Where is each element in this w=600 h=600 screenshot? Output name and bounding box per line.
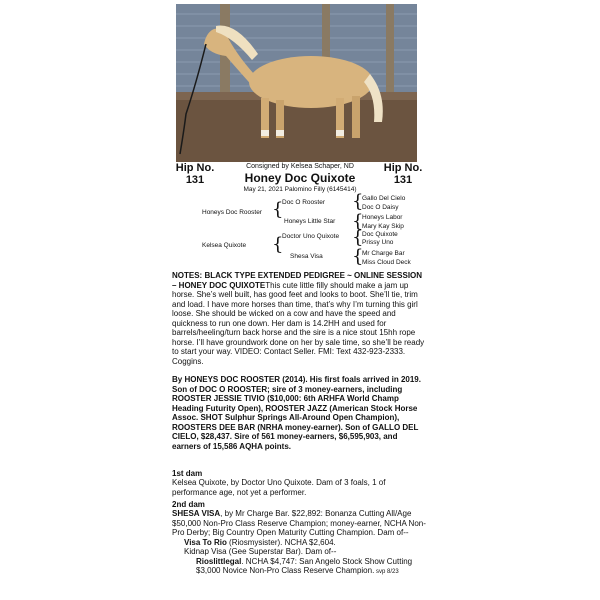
hip-value: 131 [185, 174, 205, 186]
produce-1-name: Visa To Rio [184, 537, 227, 547]
hip-label: Hip No. [383, 162, 423, 174]
second-dam-text: , by Mr Charge Bar. $22,892: Bonanza Cutting All/Age $50,000 Non-Pro Class Reserve Champion; money-earner, NCHA Non-Pro Derby; Big Country Open Maturity Cutting Champion. Dam of-- [172, 509, 426, 537]
produce-2: Kidnap Visa (Gee Superstar Bar). Dam of-- [184, 547, 337, 556]
horse-photo [176, 4, 417, 162]
notes-text: This cute little filly should make a jam up horse. She’s well built, has good feet and looks to boot. She’ll tie, trim and load. I have more horses than time, that’s why I’m turning this girl loose. She should be wicked on a cow and have the speed and quickness to run one down. Her dam is 14.2HH and used for barrels/heeling/turn back horse and the sire is a nice stout 15hh rope horse. I’ll have groundwork done on her by sale time, so she’ll be ready to start your way. VIDEO: Contact Seller. FMI: Text 432-923-2333. Coggins. [172, 280, 425, 366]
produce-1 [172, 538, 428, 548]
pedigree-sire-sire: Doc O Rooster [282, 199, 325, 206]
foaling-info: May 21, 2021 Palomino Filly (6145414) [243, 186, 357, 193]
second-dam-block [172, 509, 428, 578]
consigner-line: Consigned by Kelsea Schaper, ND [246, 163, 354, 170]
pedigree-sire: Honeys Doc Rooster [202, 209, 262, 216]
produce-3-text: . NCHA $4,747: San Angelo Stock Show Cutting $3,000 Novice Non-Pro Class Reserve Champion. [196, 556, 413, 575]
pedigree-dam-dam-dam: Miss Cloud Deck [362, 259, 411, 266]
pedigree-dam: Kelsea Quixote [202, 242, 247, 249]
pedigree-dam-sire-sire: Doc Quixote [362, 231, 398, 238]
pedigree-brace: { [352, 246, 364, 267]
hip-value: 131 [393, 174, 413, 186]
hip-label: Hip No. [175, 162, 215, 174]
pedigree-brace: { [352, 191, 364, 212]
pedigree-sire-dam-dam: Mary Kay Skip [362, 223, 404, 230]
second-dam-heading: 2nd dam [172, 500, 205, 509]
pedigree-sire-sire-dam: Doc O Daisy [362, 204, 399, 211]
pedigree-brace: { [352, 211, 364, 232]
produce-3-name: Rioslittlegal [196, 556, 242, 566]
horse-name: Honey Doc Quixote [244, 171, 356, 185]
notes-lead: NOTES: BLACK TYPE EXTENDED PEDIGREE ~ ONLINE SESSION – HONEY DOC QUIXOTE [172, 271, 423, 290]
pedigree-sire-dam: Honeys Little Star [284, 218, 336, 225]
pedigree-brace: { [272, 199, 284, 220]
first-dam-text: Kelsea Quixote, by Doctor Uno Quixote. Dam of 3 foals, 1 of performance age, not yet a performer. [172, 478, 386, 497]
pedigree-brace: { [352, 227, 364, 248]
second-dam-name: SHESA VISA [172, 509, 221, 518]
pedigree-sire-sire-sire: Gallo Del Cielo [362, 195, 406, 202]
notes-paragraph [172, 271, 428, 366]
pedigree-dam-dam-sire: Mr Charge Bar [362, 250, 405, 257]
sire-paragraph: By HONEYS DOC ROOSTER (2014). His first foals arrived in 2019. Son of DOC O ROOSTER; sire of 3 money-earners, including ROOSTER JESSIE TIVIO ($10,000: 6th ARHFA World Champ Heading Futurity Open), ROOSTER JAZZ (American Stock Horse Assoc. SHOT Sulphur Springs All-Around Open Champion), ROOSTERS DEE BAR (NRHA money-earner). Son of GALLO DEL CIELO, $28,437. Sire of 561 money-earners, $6,595,903, and earners of 15,586 AQHA points. [172, 375, 421, 451]
pedigree-dam-sire: Doctor Uno Quixote [282, 233, 340, 240]
pedigree-sire-dam-sire: Honeys Labor [362, 214, 403, 221]
produce-1-text: (Riosmysister). NCHA $2,604. [226, 537, 336, 547]
produce-3 [172, 557, 428, 578]
footer-code: svp 8/23 [374, 569, 399, 575]
pedigree-dam-dam: Shesa Visa [290, 253, 323, 260]
pedigree-dam-sire-dam: Prissy Uno [362, 239, 394, 246]
first-dam-heading: 1st dam [172, 469, 203, 478]
pedigree-brace: { [272, 234, 284, 255]
